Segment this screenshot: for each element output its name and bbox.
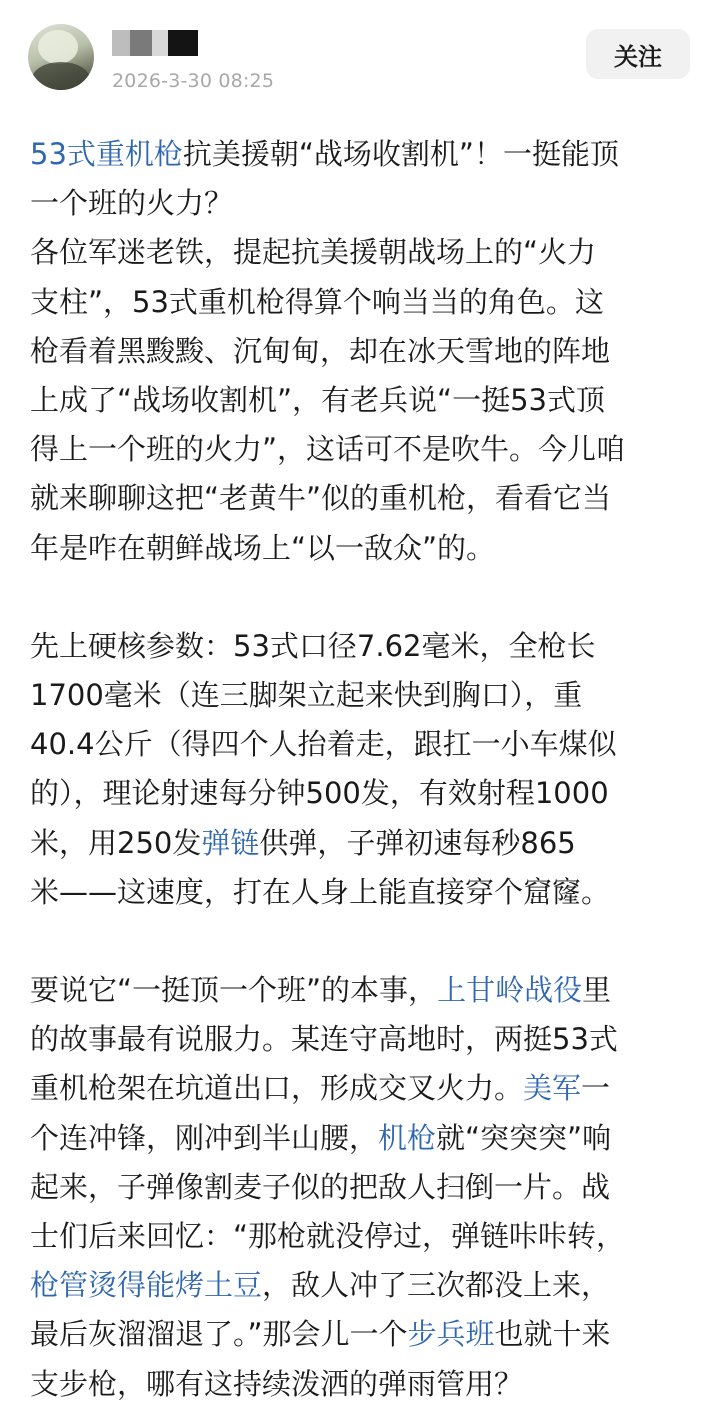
topic-link-baked-potato[interactable]: 烤土豆 xyxy=(175,1268,263,1303)
follow-button[interactable]: 关注 xyxy=(586,29,690,79)
paragraph-text: 抗美援朝“战场收割机”！一挺能顶 一个班的火力？ 各位军迷老铁，提起抗美援朝战场上的“火力 支柱”，53式重机枪得算个响当当的角色。这 枪看着黑黢黢、沉甸甸，却在冰天雪地的阵地 上成了“战场收割机”，有老兵说“一挺53式顶 得上一个班的火力”，这话可不是吹牛。今儿咱 就来聊聊这把“老黄牛”似的重机枪，看看它当 年是咋在朝鲜战场上“以一敌众”的。 xyxy=(30,137,626,565)
post-header xyxy=(0,0,720,110)
redaction-block xyxy=(130,30,152,56)
paragraph-text: 先上硬核参数：53式口径7.62毫米，全枪长 1700毫米（连三脚架立起来快到胸口），重 40.4公斤（得四个人抬着走，跟扛一小车煤似 的），理论射速每分钟500发，有效射程1000 米，用250发 xyxy=(30,628,617,860)
redaction-block xyxy=(152,30,168,56)
paragraph-2 xyxy=(30,622,696,917)
redaction-block xyxy=(112,30,130,56)
avatar-blur xyxy=(32,62,90,90)
topic-link-barrel[interactable]: 枪管烫得能 xyxy=(30,1268,176,1303)
topic-link-53-machine-gun[interactable]: 53式重机枪 xyxy=(30,137,183,171)
paragraph-text: 一 个连冲锋，刚冲到半山腰， xyxy=(30,1071,611,1155)
avatar-blur xyxy=(38,30,78,64)
paragraph-3 xyxy=(30,966,696,1409)
paragraph-text: 要说它“一挺顶一个班”的本事， xyxy=(30,973,438,1008)
username-redacted[interactable] xyxy=(112,30,198,56)
paragraph-text: 供弹，子弹初速每秒865 米——这速度，打在人身上能直接穿个窟窿。 xyxy=(30,825,611,909)
avatar[interactable] xyxy=(28,24,94,90)
redaction-block xyxy=(168,30,198,56)
paragraph-text: 也就十来 支步枪，哪有这持续泼洒的弹雨管用？ xyxy=(30,1317,611,1401)
topic-link-machine-gun[interactable]: 机枪 xyxy=(378,1120,437,1155)
topic-link-ammo-belt[interactable]: 弹链 xyxy=(201,825,260,860)
paragraph-text: 就“突突突”响 起来，子弹像割麦子似的把敌人扫倒一片。战 士们后来回忆：“那枪就没停过，弹链咔咔转， xyxy=(30,1120,626,1254)
paragraph-1 xyxy=(30,130,696,573)
paragraph-text: ，敌人冲了三次都没上来， 最后灰溜溜退了。”那会儿一个 xyxy=(30,1268,611,1352)
post-timestamp: 2026-3-30 08:25 xyxy=(112,70,275,92)
article-body xyxy=(30,130,696,1409)
topic-link-shangganling[interactable]: 上甘岭战役 xyxy=(437,973,583,1008)
topic-link-us-army[interactable]: 美军 xyxy=(523,1071,582,1106)
paragraph-text: 里 的故事最有说服力。某连守高地时，两挺53式 重机枪架在坑道出口，形成交叉火力。 xyxy=(30,973,618,1106)
topic-link-infantry-squad[interactable]: 步兵班 xyxy=(407,1317,495,1352)
